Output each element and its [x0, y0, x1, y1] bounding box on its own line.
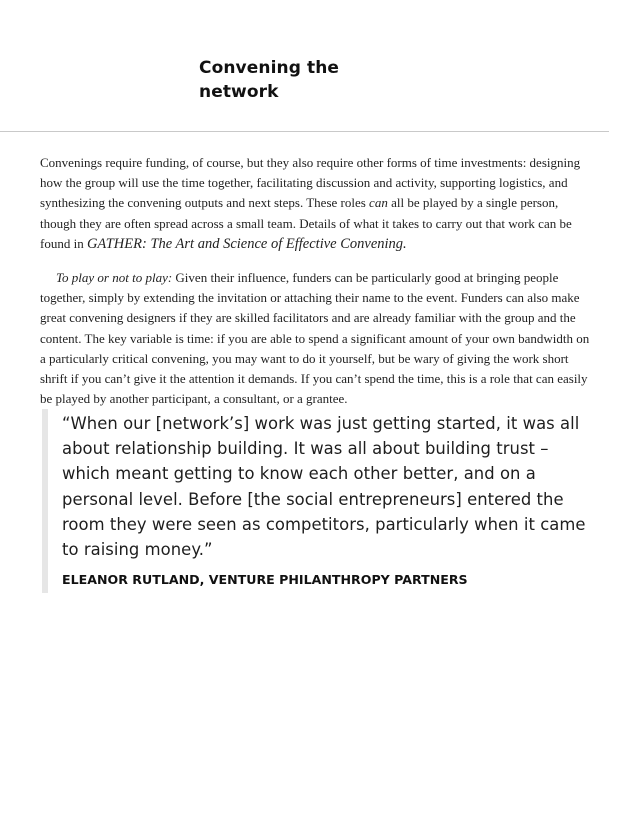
pull-quote — [42, 409, 608, 593]
paragraph-convenings — [40, 153, 596, 254]
paragraph-to-play-text: Given their influence, funders can be particularly good at bringing people together, simply by extending the invitation or attaching their name to the event. Funders can also make great convening designers if they are skilled facilitators and are already familiar with the group and the content. The key variable is time: if you are able to spend a significant amount of your own bandwidth on a particularly critical convening, you may want to do it yourself, but be wary of giving the work short shrift if you can’t give it the attention it demands. If you can’t spend the time, this is a role that can easily be played by another participant, a consultant, or a grantee. — [40, 270, 590, 407]
section-heading — [199, 56, 399, 104]
pull-quote-line: which meant getting to know each other better, and on a — [62, 464, 536, 484]
book-title-gather: GATHER: The Art and Science of Effective Convening. — [86, 235, 407, 252]
pull-quote-text — [62, 411, 602, 562]
pull-quote-line: personal level. Before [the social entrepreneurs] entered the — [62, 489, 564, 509]
quote-attribution: ELEANOR RUTLAND, VENTURE PHILANTHROPY PARTNERS — [62, 572, 468, 587]
paragraph-lead-in: To play or not to play: — [56, 270, 173, 285]
paragraph-to-play — [40, 268, 596, 409]
pull-quote-line: “When our [network’s] work was just getting started, it was all — [62, 414, 580, 433]
paragraph-convenings-text-2: all be played by a single person, though they are often spread across a small team. Details of what it takes to carry out that work can be found in — [40, 195, 572, 251]
section-heading-line-1: Convening the — [199, 58, 340, 78]
paragraph-convenings-emphasis: can — [369, 195, 388, 211]
pull-quote-line: room they were seen as competitors, particularly when it came — [62, 514, 586, 534]
horizontal-divider — [0, 131, 609, 132]
pull-quote-line: to raising money.” — [62, 540, 213, 560]
pull-quote-line: about relationship building. It was all about building trust – — [62, 439, 549, 459]
paragraph-convenings-text-1: Convenings require funding, of course, but they also require other forms of time investments: designing how the group will use the time together, facilitating discussion and activity, supporting logistics, and synthesizing the convening outputs and next steps. These roles — [40, 155, 581, 211]
section-heading-line-2: network — [199, 82, 279, 102]
